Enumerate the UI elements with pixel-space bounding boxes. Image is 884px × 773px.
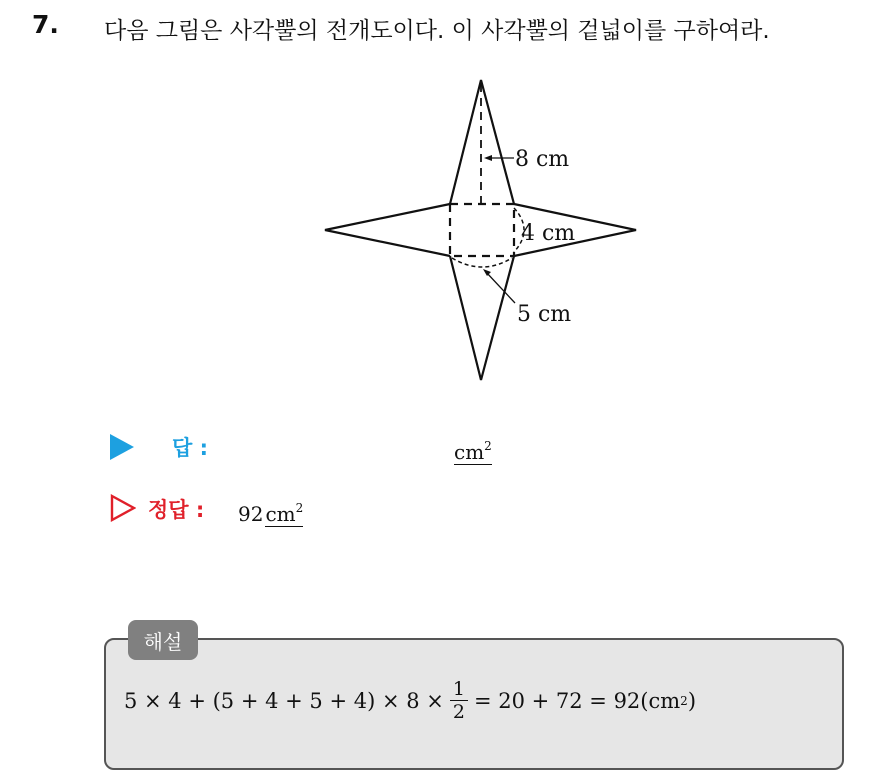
- side-arrow: [486, 272, 515, 303]
- correct-triangle-icon: [110, 494, 136, 522]
- side-arc: [452, 258, 512, 267]
- net-triangle-left: [325, 204, 450, 256]
- answer-row: [110, 432, 530, 464]
- correct-answer-row: [110, 494, 530, 526]
- correct-label: 정답 :: [148, 498, 205, 522]
- correct-value: 92 $cm^2$: [238, 501, 304, 526]
- solution-tab: 해설: [128, 620, 198, 660]
- label-base: 4 cm: [521, 221, 576, 246]
- pyramid-net-figure: [318, 72, 648, 392]
- question-number: 7.: [32, 10, 59, 39]
- label-side: 5 cm: [517, 302, 572, 327]
- answer-label: 답 :: [172, 436, 208, 460]
- question-text: 다음 그림은 사각뿔의 전개도이다. 이 사각뿔의 겉넓이를 구하여라.: [104, 18, 770, 44]
- net-base-square: [450, 204, 514, 256]
- solution-fraction: $\frac{1}{2}$: [450, 678, 468, 723]
- label-height: 8 cm: [515, 147, 570, 172]
- answer-unit: $cm^2$: [454, 434, 492, 465]
- solution-equation: 5 × 4 + (5 + 4 + 5 + 4) × 8 × $\frac{1}{2}$ = 20 + 72 = 92(cm 2 ): [124, 678, 697, 723]
- net-triangle-top: [450, 80, 514, 204]
- answer-triangle-icon: [110, 434, 134, 460]
- net-triangle-bottom: [450, 256, 514, 380]
